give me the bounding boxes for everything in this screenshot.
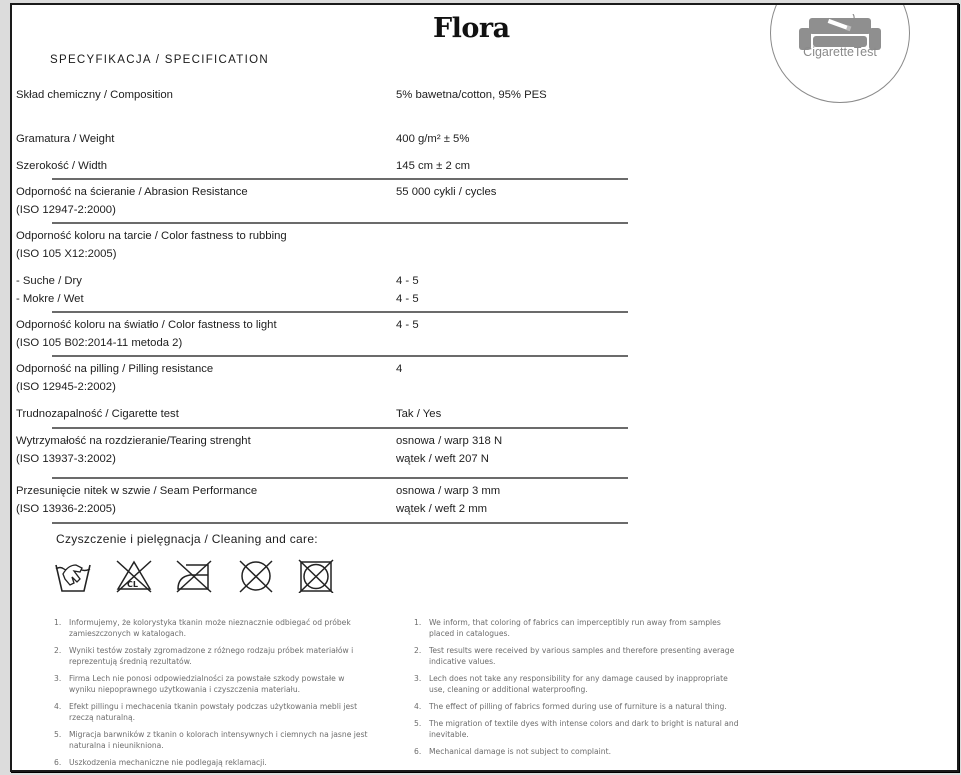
- section-heading: SPECYFIKACJA / SPECIFICATION: [50, 54, 269, 66]
- note-number: 1.: [54, 618, 62, 627]
- note-text: Uszkodzenia mechaniczne nie podlegają reklamacji.: [69, 758, 267, 767]
- note-text: The effect of pilling of fabrics formed during use of furniture is a natural thing.: [429, 702, 727, 711]
- spec-value: wątek / weft 207 N: [396, 453, 489, 465]
- spec-label: - Suche / Dry: [16, 275, 82, 287]
- note-number: 5.: [54, 730, 62, 739]
- note-text: We inform, that coloring of fabrics can imperceptibly run away from samples placed in catalogues.: [429, 618, 721, 638]
- spec-label: Odporność na ścieranie / Abrasion Resistance: [16, 186, 248, 198]
- spec-value: 4 - 5: [396, 319, 419, 331]
- note-item: [412, 645, 742, 667]
- spec-value: 4 - 5: [396, 293, 419, 305]
- spec-label: Trudnozapalność / Cigarette test: [16, 408, 179, 420]
- divider: [52, 311, 628, 313]
- note-text: Lech does not take any responsibility for any damage caused by inappropriate use, cleaning or additional waterproofing.: [429, 674, 728, 694]
- notes-polish: [52, 617, 372, 772]
- note-item: [52, 757, 372, 768]
- spec-label: Szerokość / Width: [16, 160, 108, 172]
- note-number: 2.: [414, 646, 422, 655]
- note-text: Mechanical damage is not subject to complaint.: [429, 747, 611, 756]
- note-number: 6.: [414, 747, 422, 756]
- divider: [52, 522, 628, 524]
- spec-value: wątek / weft 2 mm: [396, 503, 488, 515]
- note-number: 4.: [414, 702, 422, 711]
- notes-english: [412, 617, 742, 763]
- note-item: [52, 617, 372, 639]
- cigarette-test-badge: [770, 3, 910, 103]
- spec-label: Przesunięcie nitek w szwie / Seam Performance: [16, 485, 258, 497]
- spec-value: osnowa / warp 3 mm: [396, 485, 501, 497]
- badge-label: CigaretteTest: [803, 45, 877, 59]
- note-number: 3.: [414, 674, 422, 683]
- note-item: [412, 718, 742, 740]
- no-tumble-dry-icon: [296, 559, 336, 593]
- divider: [52, 178, 628, 180]
- spec-standard: (ISO 13937-3:2002): [16, 453, 116, 465]
- spec-standard: (ISO 12947-2:2000): [16, 204, 116, 216]
- spec-standard: (ISO 105 X12:2005): [16, 248, 117, 260]
- spec-value: 400 g/m² ± 5%: [396, 133, 470, 145]
- note-text: Migracja barwników z tkanin o kolorach intensywnych i ciemnych na jasne jest naturalna i nieunikniona.: [69, 730, 368, 750]
- spec-label: Wytrzymałość na rozdzieranie/Tearing strenght: [16, 435, 251, 447]
- spec-value: Tak / Yes: [396, 408, 442, 420]
- note-item: [412, 617, 742, 639]
- note-number: 1.: [414, 618, 422, 627]
- note-item: [52, 673, 372, 695]
- divider: [52, 477, 628, 479]
- divider: [52, 355, 628, 357]
- spec-value: 4: [396, 363, 403, 375]
- spec-value: 4 - 5: [396, 275, 419, 287]
- note-number: 2.: [54, 646, 62, 655]
- spec-value: 145 cm ± 2 cm: [396, 160, 471, 172]
- spec-standard: (ISO 105 B02:2014-11 metoda 2): [16, 337, 183, 349]
- no-dry-clean-icon: [236, 559, 276, 593]
- hand-wash-icon: [54, 559, 92, 593]
- note-text: Informujemy, że kolorystyka tkanin może nieznacznie odbiegać od próbek zamieszczonych w katalogach.: [69, 618, 351, 638]
- no-bleach-icon: [114, 559, 154, 593]
- spec-label: Odporność koloru na światło / Color fastness to light: [16, 319, 277, 331]
- note-item: [52, 701, 372, 723]
- note-item: [412, 673, 742, 695]
- note-text: Test results were received by various samples and therefore presenting average indicative values.: [429, 646, 735, 666]
- note-text: Wyniki testów zostały zgromadzone z różnego rodzaju próbek materiałów i reprezentują średnią rezultatów.: [69, 646, 354, 666]
- spec-label: Odporność koloru na tarcie / Color fastness to rubbing: [16, 230, 287, 242]
- spec-standard: (ISO 13936-2:2005): [16, 503, 116, 515]
- divider: [52, 222, 628, 224]
- note-item: [52, 645, 372, 667]
- spec-label: Skład chemiczny / Composition: [16, 89, 173, 101]
- note-number: 5.: [414, 719, 422, 728]
- note-number: 3.: [54, 674, 62, 683]
- note-item: [412, 746, 742, 757]
- spec-value: osnowa / warp 318 N: [396, 435, 503, 447]
- note-number: 6.: [54, 758, 62, 767]
- svg-text:CL: CL: [127, 580, 138, 589]
- spec-label: Gramatura / Weight: [16, 133, 115, 145]
- no-iron-icon: [174, 559, 214, 593]
- divider: [52, 427, 628, 429]
- product-title: Flora: [433, 13, 510, 44]
- note-item: [412, 701, 742, 712]
- note-item: [52, 729, 372, 751]
- note-text: Efekt pillingu i mechacenia tkanin powstały podczas użytkowania mebli jest rzeczą naturalną.: [69, 702, 358, 722]
- spec-standard: (ISO 12945-2:2002): [16, 381, 116, 393]
- spec-sheet-page: [10, 3, 959, 772]
- spec-value: 5% bawetna/cotton, 95% PES: [396, 89, 547, 101]
- spec-label: Odporność na pilling / Pilling resistance: [16, 363, 214, 375]
- spec-label: - Mokre / Wet: [16, 293, 84, 305]
- spec-value: 55 000 cykli / cycles: [396, 186, 497, 198]
- note-number: 4.: [54, 702, 62, 711]
- note-text: The migration of textile dyes with intense colors and dark to bright is natural and inevitable.: [429, 719, 739, 739]
- note-text: Firma Lech nie ponosi odpowiedzialności za powstałe szkody powstałe w wyniku niepoprawnego użytkowania i czyszczenia materiału.: [69, 674, 345, 694]
- care-title: Czyszczenie i pielęgnacja / Cleaning and care:: [56, 532, 318, 546]
